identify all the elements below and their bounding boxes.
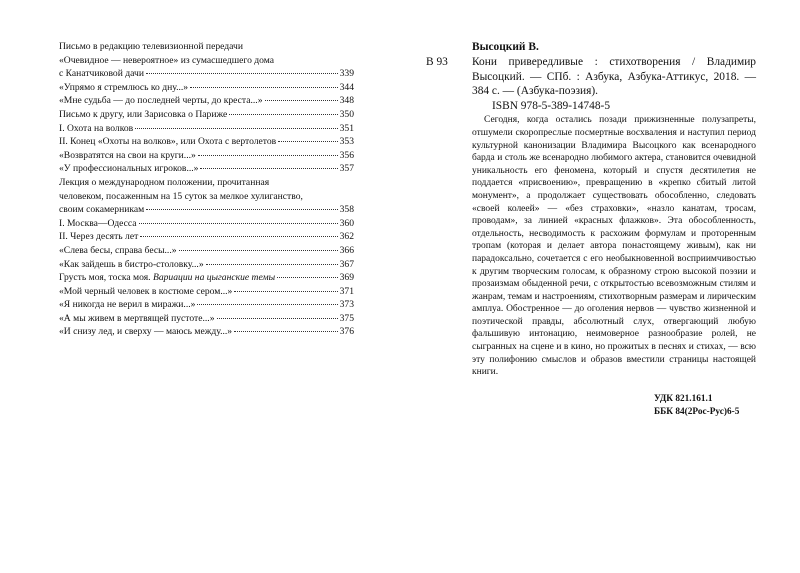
toc-entry-title: Письмо к другу, или Зарисовка о Париже: [59, 108, 228, 120]
leader-dots: [278, 141, 337, 142]
leader-dots: [229, 114, 337, 115]
table-of-contents: [59, 40, 354, 339]
toc-entry: [59, 162, 354, 176]
toc-entry: [59, 285, 354, 299]
toc-entry: [59, 176, 354, 203]
call-number: В 93: [426, 56, 448, 68]
toc-entry: [59, 271, 354, 285]
leader-dots: [206, 264, 338, 265]
toc-page-number: 358: [339, 204, 354, 216]
classification: [654, 393, 756, 419]
toc-entry-title: «А мы живем в мертвящей пустоте...»: [59, 312, 215, 324]
toc-entry-title: II. Конец «Охоты на волков», или Охота с вертолетов: [59, 136, 277, 148]
catalog-record: [426, 40, 756, 418]
toc-entry: [59, 217, 354, 231]
toc-entry: [59, 230, 354, 244]
toc-entry-title: Грусть моя, тоска моя.: [59, 272, 151, 284]
toc-entry-line: Лекция о международном положении, прочитанная: [59, 176, 270, 188]
toc-entry-title: «Слева бесы, справа бесы...»: [59, 244, 177, 256]
toc-entry-title: «Я никогда не верил в миражи...»: [59, 299, 196, 311]
toc-entry-line: с Канатчиковой дачи: [59, 68, 144, 80]
toc-entry: [59, 203, 354, 217]
toc-entry: [59, 325, 354, 339]
toc-entry-title: II. Через десять лет: [59, 231, 139, 243]
toc-entry: [59, 298, 354, 312]
toc-entry: [59, 258, 354, 272]
toc-entry: [59, 122, 354, 136]
toc-entry-subtitle: Вариации на цыганские темы: [152, 272, 276, 284]
leader-dots: [200, 168, 337, 169]
toc-page-number: 369: [339, 272, 354, 284]
leader-dots: [197, 304, 337, 305]
udk-code: УДК 821.161.1: [654, 393, 713, 404]
toc-entry: [59, 40, 354, 67]
toc-page-number: 353: [339, 136, 354, 148]
toc-page-number: 348: [339, 95, 354, 107]
toc-page-number: 360: [339, 217, 354, 229]
leader-dots: [146, 73, 338, 74]
leader-dots: [277, 277, 337, 278]
toc-page-number: 351: [339, 122, 354, 134]
leader-dots: [140, 236, 337, 237]
toc-entry-title: «Как зайдешь в бистро-столовку...»: [59, 258, 204, 270]
toc-page-number: 371: [339, 285, 354, 297]
toc-entry: [59, 149, 354, 163]
leader-dots: [190, 87, 338, 88]
toc-page-number: 366: [339, 244, 354, 256]
bibliographic-description: [426, 55, 756, 99]
toc-page-number: 339: [339, 68, 354, 80]
toc-entry-title: I. Москва—Одесса: [59, 217, 137, 229]
bibliographic-text: Кони привередливые : стихотворения / Владимир Высоцкий. — СПб. : Азбука, Азбука-Аттикус, 2018. — 384 с. — (Азбука-поэзия).: [472, 56, 756, 98]
isbn: ISBN 978-5-389-14748-5: [492, 99, 611, 112]
toc-page-number: 376: [339, 326, 354, 338]
toc-entry-title: «И снизу лед, и сверху — маюсь между...»: [59, 326, 233, 338]
toc-entry-title: «Мой черный человек в костюме сером...»: [59, 285, 233, 297]
toc-page-number: 350: [339, 108, 354, 120]
toc-entry-title: «Упрямо я стремлюсь ко дну...»: [59, 81, 189, 93]
toc-entry-title: «У профессиональных игроков...»: [59, 163, 199, 175]
leader-dots: [265, 100, 338, 101]
toc-entry: [59, 312, 354, 326]
leader-dots: [135, 128, 337, 129]
bbk-code: ББК 84(2Рос-Рус)6-5: [654, 406, 740, 417]
annotation: Сегодня, когда остались позади прижизненные полузапреты, отшумели скоропреслые посмертные восхваления и наступил период культурной канонизации Владимира Высоцкого как всенародного барда и столь же всенародно любимого актера, становится очевидной уникальность его феномена, который и спустя десятилетия не поддается «присвоению», превращению в «крепко сбитый литой монумент», а продолжает существовать обособленно, следовать «своей колеей» — «без страховки», «назло канатам, тросам, проводам», за линией «красных флажков». Эта обособленность, отдельность, несводимость к расхожим формулам и проторенным тропам (которая и делает автора понастоящему живым), как ни парадоксально, сочетается с его необыкновенной восприимчивостью к другим творческим голосам, к образному строю высокой поэзии и прозаизмам обыденной речи, с открытостью всевозможным стилям и жанрам, темам и настроениям, стихотворным размерам и лирическим амплуа. Обостренное — до оголения нервов — чувство жизненной и поэтической правды, абсолютный слух, отвергающий любую фальшивую интонацию, неимоверное разнообразие ролей, не сыгранных на сцене и в кино, но прожитых в песнях и стихах, — всю эту полифонию смыслов и образов вместили страницы настоящей книги.: [472, 115, 756, 378]
leader-dots: [217, 318, 338, 319]
toc-entry-title: «Возвратятся на свои на круги...»: [59, 149, 196, 161]
toc-page-number: 367: [339, 258, 354, 270]
toc-entry-title: I. Охота на волков: [59, 122, 134, 134]
leader-dots: [146, 209, 337, 210]
leader-dots: [179, 250, 338, 251]
toc-entry: [59, 94, 354, 108]
toc-entry-line: «Очевидное — невероятное» из сумасшедшего дома: [59, 54, 275, 66]
toc-entry: [59, 108, 354, 122]
toc-page-number: 356: [339, 149, 354, 161]
toc-entry: [59, 135, 354, 149]
toc-entry-line: своим сокамерникам: [59, 204, 145, 216]
toc-page-number: 375: [339, 312, 354, 324]
leader-dots: [139, 223, 338, 224]
toc-page-number: 344: [339, 81, 354, 93]
toc-page-number: 373: [339, 299, 354, 311]
leader-dots: [234, 291, 337, 292]
toc-entry-title: «Мне судьба — до последней черты, до креста...»: [59, 95, 263, 107]
toc-page-number: 357: [339, 163, 354, 175]
toc-entry: [59, 67, 354, 81]
toc-entry-line: Письмо в редакцию телевизионной передачи: [59, 41, 243, 52]
toc-page-number: 362: [339, 231, 354, 243]
toc-entry: [59, 244, 354, 258]
leader-dots: [234, 331, 338, 332]
toc-entry: [59, 81, 354, 95]
leader-dots: [198, 155, 338, 156]
toc-entry-line: человеком, посаженным на 15 суток за мелкое хулиганство,: [59, 190, 303, 202]
author-heading: Высоцкий В.: [472, 41, 539, 53]
